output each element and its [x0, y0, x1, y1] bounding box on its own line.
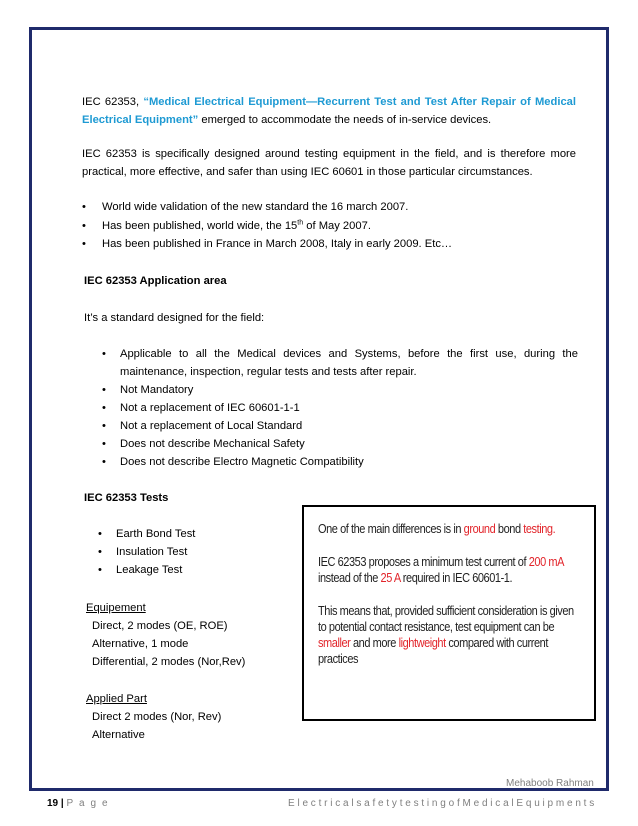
bullet-icon: •	[102, 402, 106, 414]
equipement-line: Alternative, 1 mode	[92, 638, 189, 650]
callout-line: to potential contact resistance, test equipment can be	[318, 620, 555, 634]
applied-part-heading: Applied Part	[86, 693, 147, 705]
bullet-icon: •	[82, 220, 86, 232]
callout-line: instead of the 25 A required in IEC 60601-1.	[318, 571, 513, 585]
applied-part-line: Alternative	[92, 729, 145, 741]
bullet-icon: •	[98, 546, 102, 558]
callout-line: IEC 62353 proposes a minimum test current of 200 mA	[318, 555, 565, 569]
bullet-icon: •	[102, 456, 106, 468]
para2-line-2: practical, more effective, and safer than using IEC 60601 in those particular circumstances.	[82, 166, 533, 178]
callout-line: smaller and more lightweight compared with current	[318, 636, 548, 650]
bullet-icon: •	[102, 348, 106, 360]
application-item-cont: maintenance, inspection, regular tests and tests after repair.	[120, 366, 417, 378]
application-intro: It’s a standard designed for the field:	[84, 312, 265, 324]
bullet-icon: •	[102, 384, 106, 396]
equipement-heading: Equipement	[86, 602, 146, 614]
callout-line: This means that, provided sufficient consideration is given	[318, 604, 574, 618]
document-title: E l e c t r i c a l s a f e t y t e s t i n g o f M e d i c a l E q u i p m e n t s	[288, 798, 595, 809]
standard-name: IEC 62353,	[82, 96, 140, 108]
standard-title-cont: Electrical Equipment”	[82, 114, 199, 126]
bullet-icon: •	[82, 238, 86, 250]
callout-line: practices	[318, 652, 359, 666]
intro-line-2	[82, 111, 491, 129]
equipement-line: Direct, 2 modes (OE, ROE)	[92, 620, 228, 632]
intro-line-1	[82, 93, 576, 111]
callout-line: One of the main differences is in ground bond testing.	[318, 522, 556, 536]
bullet-icon: •	[102, 420, 106, 432]
bullet-icon: •	[82, 201, 86, 213]
intro-rest: emerged to accommodate the needs of in-service devices.	[201, 114, 492, 126]
tests-heading: IEC 62353 Tests	[84, 492, 169, 504]
equipement-line: Differential, 2 modes (Nor,Rev)	[92, 656, 246, 668]
application-heading: IEC 62353 Application area	[84, 275, 227, 287]
author-name: Mehaboob Rahman	[506, 778, 594, 789]
bullet-icon: •	[98, 564, 102, 576]
para2-line-1: IEC 62353 is specifically designed around testing equipment in the field, and is therefore more	[82, 148, 576, 160]
bullet-icon: •	[102, 438, 106, 450]
bullet-icon: •	[98, 528, 102, 540]
applied-part-line: Direct 2 modes (Nor, Rev)	[92, 711, 222, 723]
page-number: 19 | P a g e	[47, 798, 110, 809]
standard-title: “Medical Electrical Equipment—Recurrent Test and Test After Repair of Medical	[143, 96, 576, 108]
callout-box	[302, 505, 596, 721]
